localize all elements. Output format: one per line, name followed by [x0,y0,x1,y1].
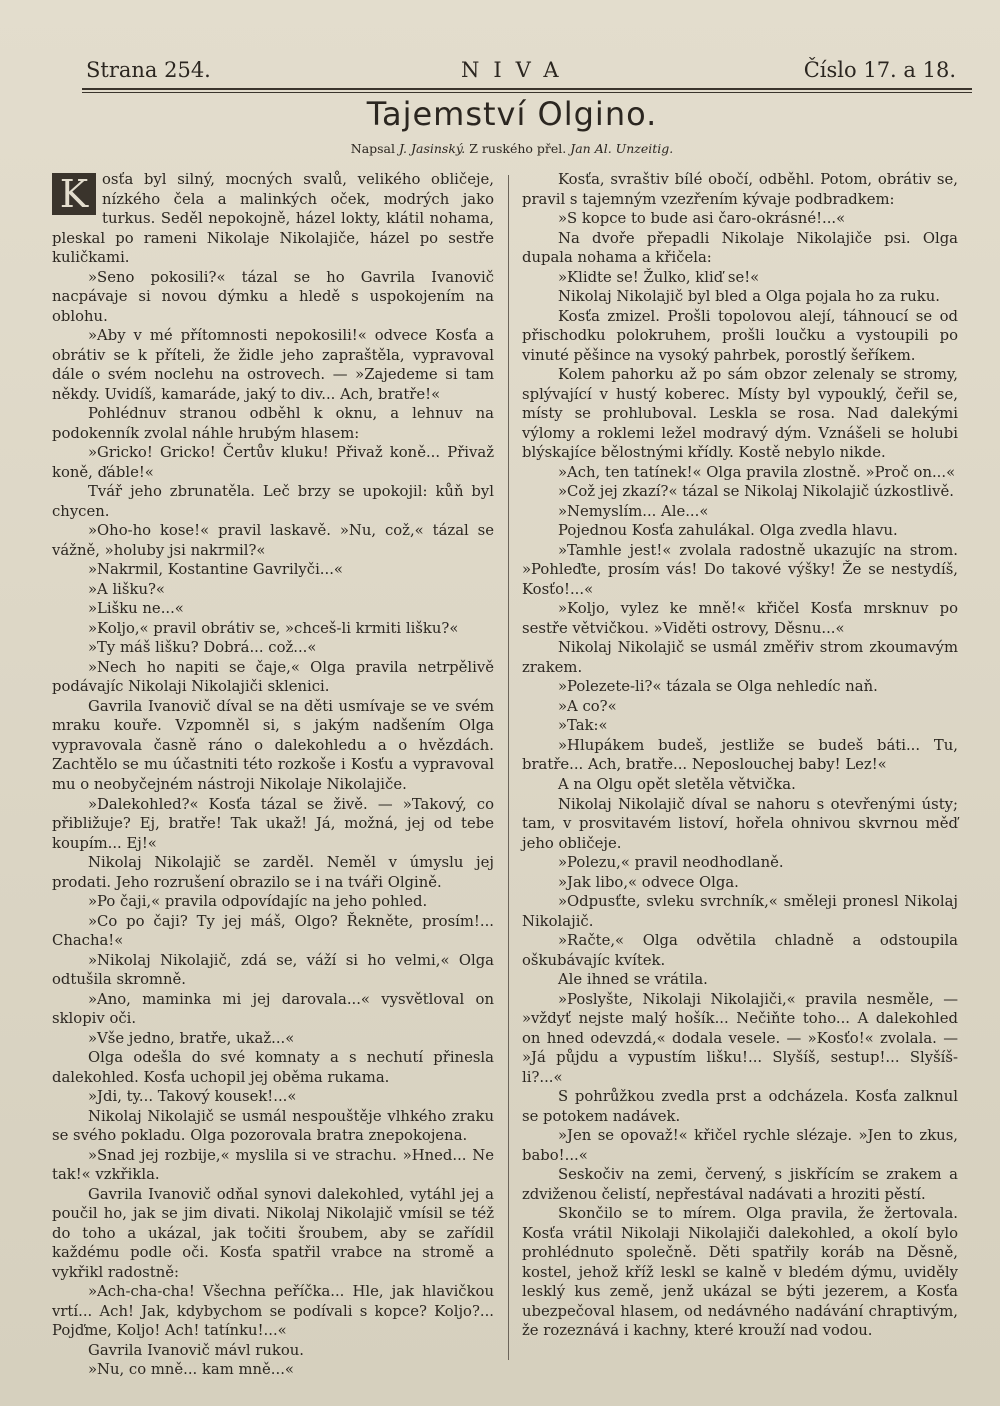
paragraph: Nikolaj Nikolajič se usmál změřiv strom zkoumavým zrakem. [522,639,958,676]
paragraph: Kolem pahorku až po sám obzor zelenaly se stromy, splývající v hustý koberec. Místy byl vypouklý, čeřil se, místy se prohluboval. Leskla se rosa. Nad dalekými výlomy a roklemi ležel modravý dým. Vznášeli se holubi blýskajíce bělostnými křídly. Kostě nebylo nikde. [522,366,958,462]
paragraph: »Odpusťte, svleku svrchník,« směleji pronesl Nikolaj Nikolajič. [522,893,958,930]
paragraph: »Koljo,« pravil obrátiv se, »chceš-li krmiti lišku?« [88,619,459,637]
first-paragraph [52,170,494,268]
paragraph: »Aby v mé přítomnosti nepokosili!« odvece Kosťa a obrátiv se k příteli, že židle jeho zapraštěla, vypravoval dále o svém noclehu na ostrovech. — »Zajedeme si tam někdy. Uvidíš, kamaráde, jaký to div... Ach, bratře!« [52,327,494,403]
magazine-name: NIVA [461,58,573,82]
left-paragraphs [52,268,494,1380]
article-title: Tajemství Olgino. [366,95,658,133]
paragraph: Na dvoře přepadli Nikolaje Nikolajiče psi. Olga dupala nohama a křičela: [522,229,958,267]
paragraph: Olga odešla do své komnaty a s nechutí přinesla dalekohled. Kosťa uchopil jej oběma rukama. [52,1049,494,1086]
paragraph: »Jak libo,« odvece Olga. [558,873,739,891]
paragraph: Gavrila Ivanovič odňal synovi dalekohled, vytáhl jej a poučil ho, jak se jim divati. Nikolaj Nikolajič vmísil se též do toho a ukázal, jak točiti šroubem, aby se zařídil každému podle oči. Kosťa spatřil vrabce na stromě a vykřikl radostně: [52,1185,494,1281]
paragraph: Nikolaj Nikolajič se zarděl. Neměl v úmyslu jej prodati. Jeho rozrušení obrazilo se i na tváři Olgině. [52,854,494,891]
paragraph: »Nu, co mně... kam mně...« [88,1361,294,1379]
paragraph: Gavrila Ivanovič díval se na děti usmívaje se ve svém mraku kouře. Vzpomněl si, s jakým nadšením Olga vypravovala časně ráno o dalekohledu a o hvězdách. Zachtělo se mu účastniti této rozkoše i Kosťu a vypravoval mu o neobyčejném nástroji Nikolaje Nikolajiče. [52,697,494,793]
paragraph: Pojednou Kosťa zahulákal. Olga zvedla hlavu. [558,522,898,540]
paragraph: S pohrůžkou zvedla prst a odcházela. Kosťa zalknul se potokem nadávek. [522,1088,958,1125]
paragraph: »Nikolaj Nikolajič, zdá se, váží si ho velmi,« Olga odtušila skromně. [52,951,494,989]
paragraph: Seskočiv na zemi, červený, s jiskřícím se zrakem a zdviženou čelistí, nepřestával nadávati a hroziti pěstí. [522,1166,958,1203]
page-header [86,58,956,88]
paragraph: »Polezete-li?« tázala se Olga nehledíc naň. [558,678,878,696]
paragraph: »A co?« [558,697,617,715]
paragraph: »Jen se opovaž!« křičel rychle slézaje. »Jen to zkus, babo!...« [522,1127,958,1164]
header-rule-thin [82,92,972,93]
paragraph: »Gricko! Gricko! Čertův kluku! Přivaž koně... Přivaž koně, ďáble!« [52,444,494,481]
paragraph: Tvář jeho zbrunatěla. Leč brzy se upokojil: kůň byl chycen. [52,483,494,520]
drop-cap: K [52,173,96,215]
paragraph: »Račte,« Olga odvětila chladně a odstoupila oškubávajíc kvítek. [522,932,958,969]
paragraph: »Tak:« [558,717,608,735]
paragraph: »Ach, ten tatínek!« Olga pravila zlostně. »Proč on...« [558,463,956,481]
left-column [52,170,494,1380]
right-column [522,170,958,1341]
paragraph: Ale ihned se vrátila. [558,971,708,989]
paragraph: »Koljo, vylez ke mně!« křičel Kosťa mrsknuv po sestře větvičkou. »Viděti ostrovy, Děsnu...« [522,600,958,637]
paragraph: »Jdi, ty... Takový kousek!...« [88,1088,297,1106]
paragraph: »S kopce to bude asi čaro-okrásné!...« [558,210,846,228]
paragraph: »Klidte se! Žulko, kliď se!« [558,268,760,286]
paragraph: »A lišku?« [88,580,165,598]
paragraph: Gavrila Ivanovič mávl rukou. [88,1341,304,1359]
paragraph: »Nemyslím... Ale...« [558,502,709,520]
paragraph: »Poslyšte, Nikolaji Nikolajiči,« pravila nesměle, — »vždyť nejste malý hošík... Nečiňte toho... A dalekohled on hned odevzdá,« dodala vesele. — »Kosťo!« zvolala. — »Já půjdu a vypustím lišku!... Slyšíš, sestup!... Slyšíš-li?...« [522,990,958,1086]
byline-written-by: Napsal [350,141,396,156]
paragraph: »Nech ho napiti se čaje,« Olga pravila netrpělivě podávajíc Nikolaji Nikolajiči sklenici. [52,658,494,696]
right-paragraphs [522,170,958,1341]
first-paragraph-text: osťa byl silný, mocných svalů, velikého obličeje, nízkého čela a malinkých oček, modrých jako turkus. Seděl nepokojně, házel lokty, klátil nohama, pleskal po rameni Nikolaje Nikolajiče, házel po sestře kuličkami. [52,171,494,267]
paragraph: »Tamhle jest!« zvolala radostně ukazujíc na strom. »Pohleďte, prosím vás! Do takové výšky! Že se nestydíš, Kosťo!...« [522,541,958,598]
paragraph: Nikolaj Nikolajič díval se nahoru s otevřenými ústy; tam, v prosvitavém listoví, hořela ohnivou skvrnou měď jeho obličeje. [522,795,958,852]
paragraph: »Seno pokosili?« tázal se ho Gavrila Ivanovič nacpávaje si novou dýmku a hledě s uspokojením na oblohu. [52,268,494,325]
paragraph: »Polezu,« pravil neodhodlaně. [558,854,784,872]
page-number: Strana 254. [86,58,211,82]
paragraph: »Dalekohled?« Kosťa tázal se živě. — »Takový, co přibližuje? Ej, bratře! Tak ukaž! Já, možná, jej od tebe koupím... Ej!« [52,795,494,852]
paragraph: »Což jej zkazí?« tázal se Nikolaj Nikolajič úzkostlivě. [558,483,954,501]
paragraph: »Hlupákem budeš, jestliže se budeš báti... Tu, bratře... Ach, bratře... Neposlouchej baby! Lez!« [522,736,958,774]
paragraph: Kosťa, svraštiv bílé obočí, odběhl. Potom, obrátiv se, pravil s tajemným vzezřením kývaje podbradkem: [522,171,958,208]
header-rule [82,88,972,90]
paragraph: »Po čaji,« pravila odpovídajíc na jeho pohled. [88,893,428,911]
paragraph: »Lišku ne...« [88,600,184,618]
paragraph: »Ano, maminka mi jej darovala...« vysvětloval on sklopiv oči. [52,990,494,1028]
issue-number: Číslo 17. a 18. [803,58,956,82]
byline-translated: Z ruského přel. [469,141,567,156]
paragraph: »Vše jedno, bratře, ukaž...« [88,1029,295,1047]
paragraph: »Nakrmil, Kostantine Gavrilyči...« [88,561,343,579]
paragraph: »Co po čaji? Ty jej máš, Olgo? Řekněte, prosím!... Chacha!« [52,912,494,950]
article-byline [0,141,1000,156]
byline-author: J. Jasinský. [399,141,466,156]
paragraph: »Snad jej rozbije,« myslila si ve strachu. »Hned... Ne tak!« vzkřikla. [52,1146,494,1184]
paragraph: Kosťa zmizel. Prošli topolovou alejí, táhnoucí se od přischodku polokruhem, prošli loučku a vystoupili po vinuté pěšince na vysoký pahrbek, porostlý šeříkem. [522,307,958,364]
byline-translator: Jan Al. Unzeitig. [570,141,674,156]
paragraph: Pohlédnuv stranou odběhl k oknu, a lehnuv na podokenník zvolal náhle hrubým hlasem: [52,405,494,442]
paragraph: A na Olgu opět sletěla větvička. [558,775,796,793]
paragraph: »Oho-ho kose!« pravil laskavě. »Nu, což,« tázal se vážně, »holuby jsi nakrmil?« [52,522,494,559]
paragraph: Skončilo se to mírem. Olga pravila, že žertovala. Kosťa vrátil Nikolaji Nikolajiči dalekohled, a okolí bylo prohlédnuto společně. Děti spatřily koráb na Děsně, kostel, jehož kříž leskl se kalně v bledém dýmu, uviděly lesklý kus země, jenž ukázal se býti jezerem, a Kosťa ubezpečoval hlasem, od nedávného nadávání chraptivým, že rozeznává i kachny, které krouží nad vodou. [522,1205,958,1340]
column-divider [508,175,509,1360]
paragraph: Nikolaj Nikolajič se usmál nespouštěje vlhkého zraku se svého pokladu. Olga pozorovala bratra znepokojena. [52,1107,494,1145]
paragraph: »Ach-cha-cha! Všechna peříčka... Hle, jak hlavičkou vrtí... Ach! Jak, kdybychom se podívali s kopce? Koljo?... Pojďme, Koljo! Ach! tatínku!...« [52,1283,494,1340]
paragraph: Nikolaj Nikolajič byl bled a Olga pojala ho za ruku. [558,288,940,306]
paragraph: »Ty máš lišku? Dobrá... což...« [88,639,317,657]
